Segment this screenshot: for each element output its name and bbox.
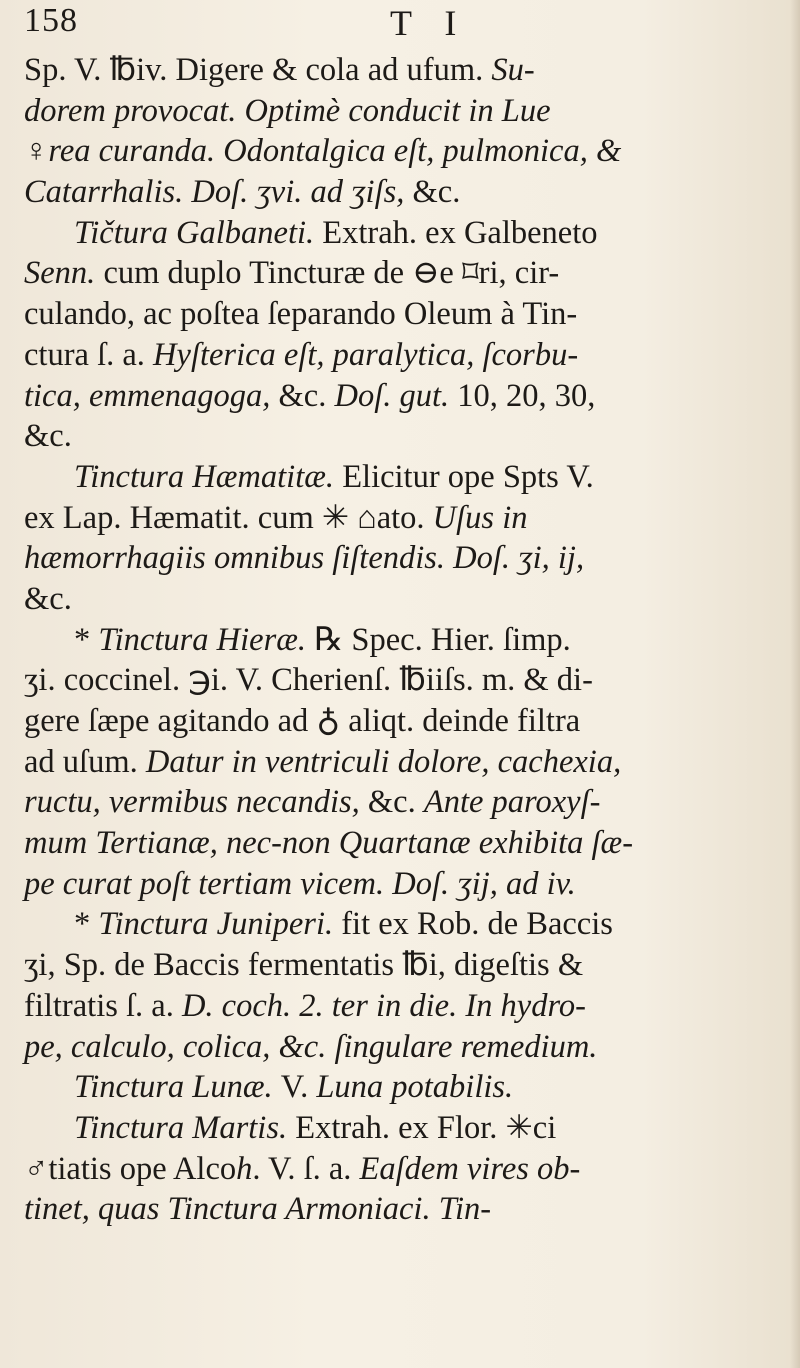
roman-text: ʒi, Sp. de Baccis fermentatis ℔i, digeſtis & [24, 947, 584, 984]
italic-text: Su- [491, 52, 535, 88]
text-line [24, 945, 782, 986]
text-line [24, 1149, 782, 1190]
italic-text: mum Tertianæ, nec-non Quartanæ exhibita ſæ- [24, 825, 634, 862]
italic-text: dorem provocat. Optimè conducit in Lue [24, 92, 551, 129]
text-line [24, 457, 782, 498]
italic-text: Senn. [24, 255, 104, 292]
text-line [24, 253, 782, 294]
roman-text: Elicitur ope Spts V. [342, 458, 594, 495]
roman-text: ex Lap. Hæmatit. cum ✳ ⌂ato. [24, 499, 433, 536]
text-line [24, 1027, 782, 1068]
text-line [24, 904, 782, 945]
roman-text: &c. [367, 784, 424, 821]
text-line [24, 742, 782, 783]
text-line [24, 172, 782, 213]
text-line [24, 376, 782, 417]
roman-text: &c. [278, 377, 335, 414]
roman-text: fit ex Rob. de Baccis [341, 906, 613, 943]
text-line [24, 91, 782, 132]
text-line [24, 823, 782, 864]
roman-text: gere ſæpe agitando ad ♁ aliqt. deinde filtra [24, 703, 581, 739]
roman-text: culando, ac poſtea ſeparando Oleum à Tin- [24, 296, 578, 333]
italic-text: pe curat poſt tertiam vicem. Doſ. ʒij, ad iv. [24, 865, 576, 902]
text-line [24, 213, 782, 254]
italic-text: Eaſdem vires ob- [359, 1150, 581, 1187]
italic-text: ♀rea curanda. Odontalgica eſt, pulmonica, & [24, 133, 622, 170]
italic-text: Tinctura Juniperi. [98, 906, 342, 943]
italic-text: Luna potabilis. [316, 1069, 514, 1106]
roman-text: ʒi. coccinel. ℈i. V. Cherienſ. ℔iiſs. m. & di- [24, 662, 593, 699]
text-line [24, 50, 782, 91]
text-line [24, 1189, 782, 1230]
italic-text: Tinctura Hæmatitæ. [74, 458, 343, 495]
roman-text: . V. ſ. a. [252, 1150, 360, 1187]
roman-text: &c. [24, 580, 72, 617]
italic-text: ructu, vermibus necandis, [24, 784, 368, 821]
roman-text: &c. [412, 174, 461, 211]
roman-text: Extrah. ex Galbeneto [322, 214, 598, 251]
italic-text: tica, emmenagoga, [24, 377, 279, 414]
text-line [24, 986, 782, 1027]
italic-text: Hyſterica eſt, paralytica, ſcorbu- [153, 336, 579, 373]
italic-text: Doſ. gut. [334, 377, 458, 414]
italic-text: Uſus in [432, 499, 528, 536]
roman-text: * [74, 621, 99, 658]
text-line [24, 498, 782, 539]
italic-text: Catarrhalis. Doſ. ʒvi. ad ʒiſs, [24, 174, 413, 211]
roman-text: 10, 20, 30, [457, 377, 596, 414]
roman-text: ℞ Spec. Hier. ſimp. [314, 621, 571, 658]
page-header [24, 2, 776, 42]
roman-text: Sp. V. ℔iv. Digere & cola ad ufum. [24, 52, 492, 88]
roman-text: &c. [24, 418, 72, 455]
roman-text: filtratis ſ. a. [24, 987, 182, 1024]
text-line [24, 864, 782, 905]
text-line [24, 131, 782, 172]
roman-text: ♂tiatis ope Alco [24, 1150, 237, 1187]
page-number: 158 [24, 2, 78, 39]
text-line [24, 579, 782, 620]
text-line [24, 294, 782, 335]
roman-text: ad uſum. [24, 743, 146, 780]
italic-text: Datur in ventriculi dolore, cachexia, [145, 743, 622, 780]
italic-text: Ante paroxyſ- [423, 784, 601, 821]
text-line [24, 416, 782, 457]
text-line [24, 1067, 782, 1108]
roman-text: V. [280, 1069, 317, 1106]
text-line [24, 1108, 782, 1149]
text-line [24, 660, 782, 701]
roman-text: Extrah. ex Flor. ✳ci [295, 1109, 557, 1146]
text-line [24, 538, 782, 579]
italic-text: Tinctura Hieræ. [98, 621, 315, 658]
roman-text: cum duplo Tincturæ de ⊖e ⌑ri, cir- [103, 255, 560, 292]
body-text [24, 50, 782, 1230]
italic-text: tinet, quas Tinctura Armoniaci. Tin- [24, 1191, 492, 1228]
text-line [24, 620, 782, 661]
italic-text: h [236, 1150, 253, 1187]
text-line [24, 782, 782, 823]
text-line [24, 701, 782, 742]
roman-text: ctura ſ. a. [24, 336, 154, 373]
italic-text: Tinctura Martis. [74, 1109, 296, 1146]
italic-text: Tičtura Galbaneti. [74, 214, 323, 251]
italic-text: hæmorrhagiis omnibus ſiſtendis. Doſ. ʒi, ij, [24, 540, 585, 577]
page-edge-shadow [790, 0, 800, 1368]
text-line [24, 335, 782, 376]
italic-text: Tinctura Lunæ. [74, 1069, 281, 1106]
italic-text: pe, calculo, colica, &c. ſingulare remedium. [24, 1028, 598, 1065]
roman-text: * [74, 906, 99, 943]
italic-text: D. coch. 2. ter in die. In hydro- [181, 987, 586, 1024]
running-head: T I [390, 3, 469, 43]
